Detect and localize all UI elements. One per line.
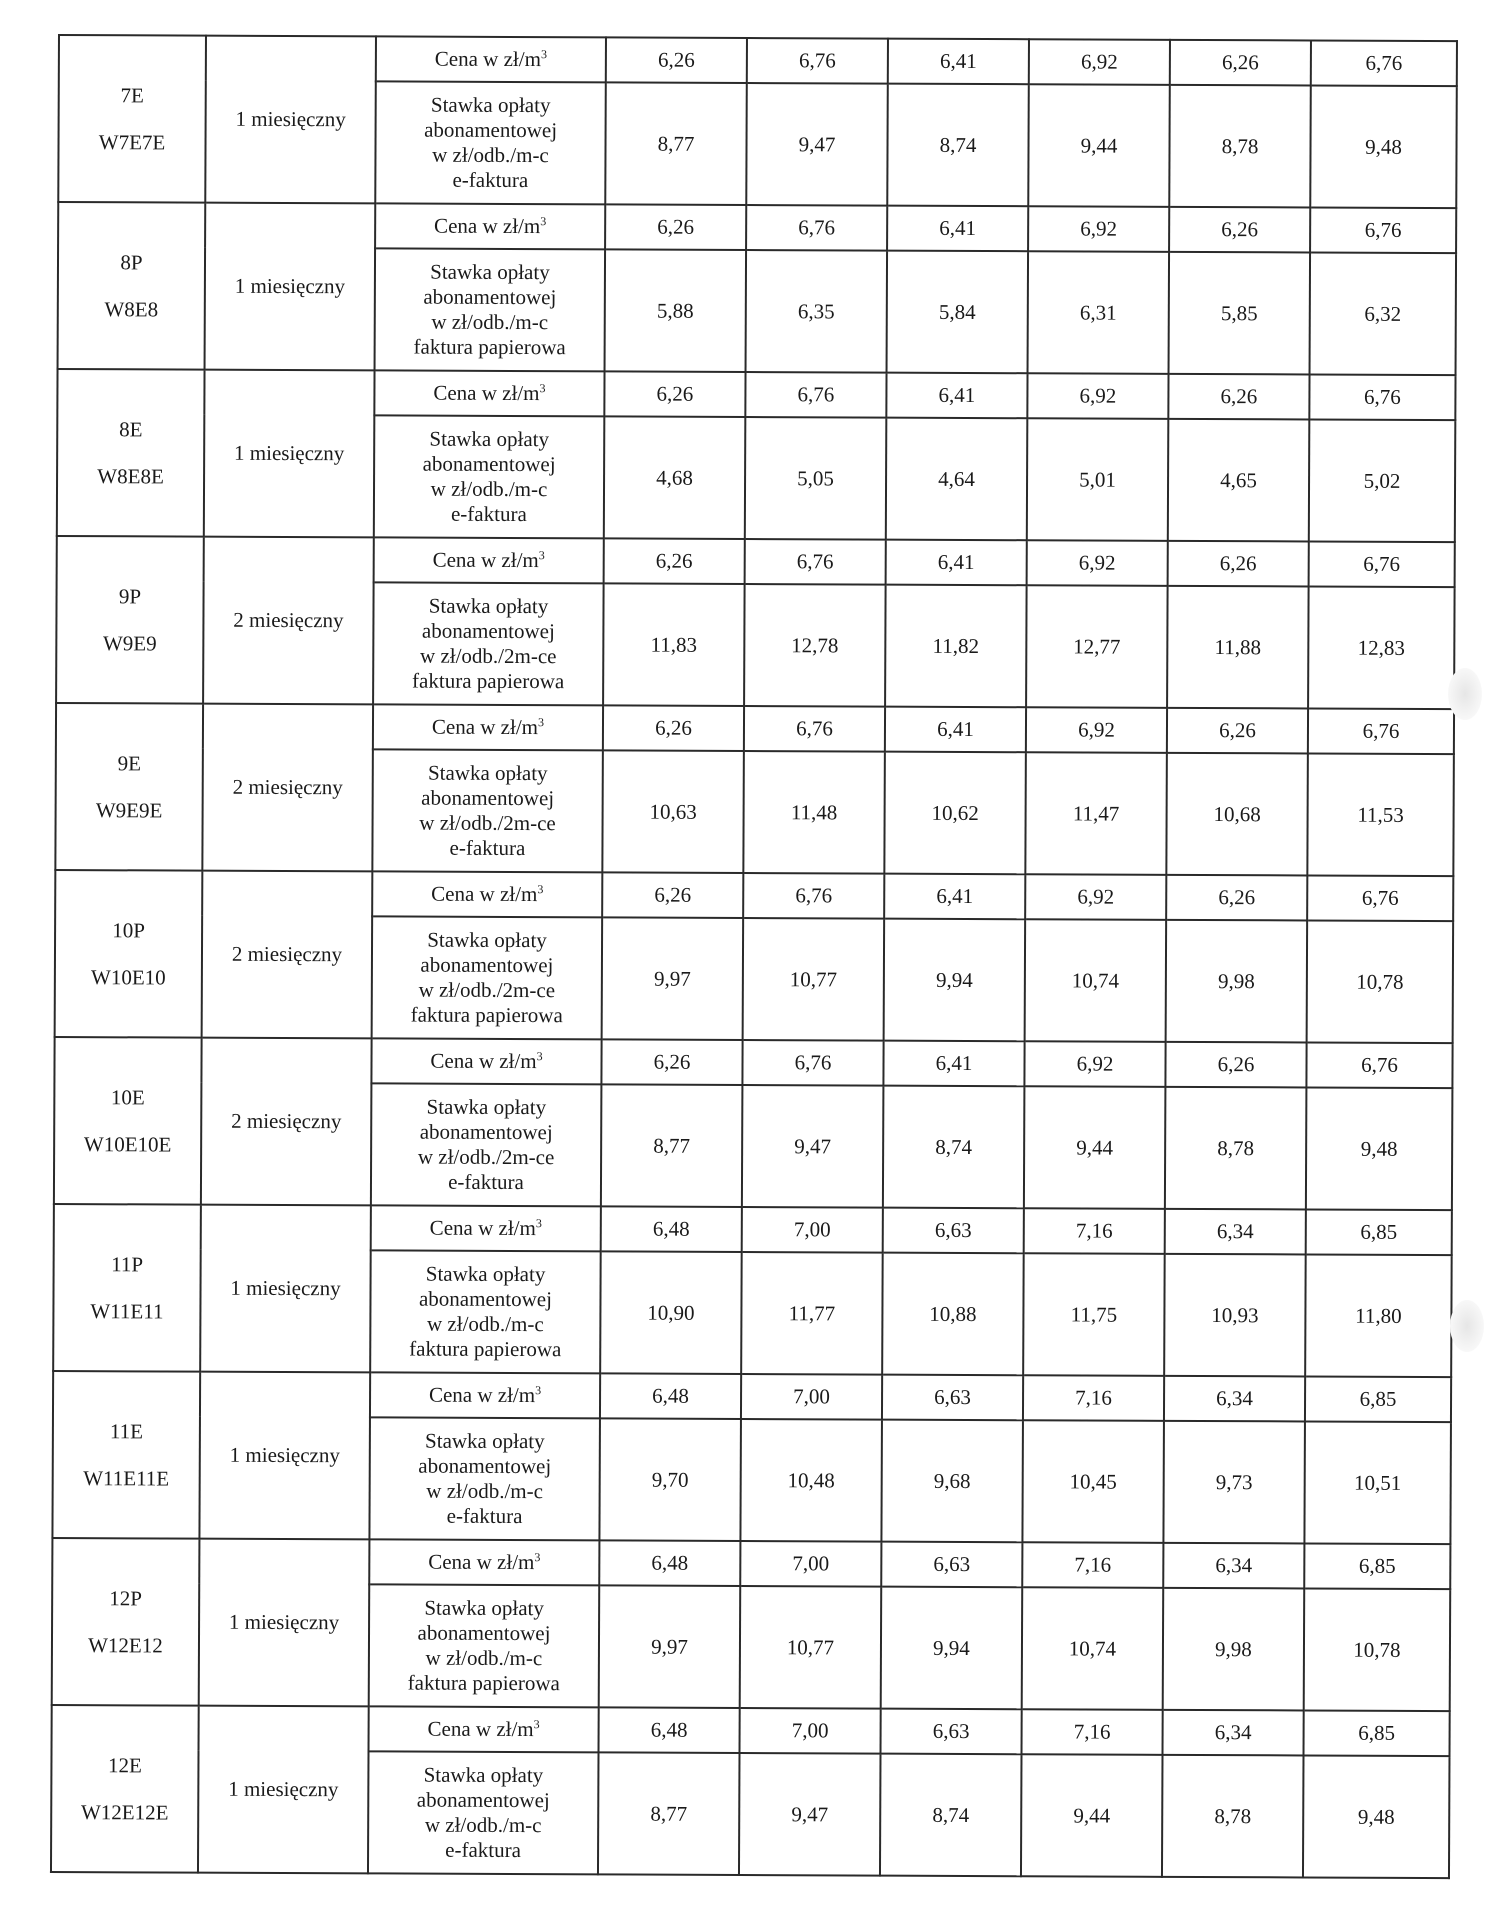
fee-label-cell	[369, 1417, 600, 1540]
tariff-group-code: 9P	[118, 583, 142, 608]
price-label-text: Cena w zł/m	[431, 714, 539, 740]
price-label-exponent: 3	[535, 1383, 542, 1398]
price-label-cell	[370, 1372, 600, 1418]
fee-label-line: faktura papierowa	[407, 1670, 560, 1696]
tariff-group-cell	[51, 1705, 199, 1873]
fee-value-cell: 9,44	[1024, 1086, 1166, 1209]
price-label-exponent: 3	[536, 1049, 543, 1064]
price-value-cell: 6,26	[602, 872, 743, 918]
fee-label-line: abonamentowej	[421, 785, 555, 811]
price-value-cell: 6,92	[1028, 206, 1169, 252]
fee-label-line: abonamentowej	[418, 1286, 553, 1312]
fee-value-cell: 10,74	[1025, 919, 1167, 1042]
price-label-text: Cena w zł/m	[432, 547, 539, 573]
fee-value-cell: 5,01	[1027, 418, 1169, 541]
fee-label-line: e-faktura	[446, 1503, 523, 1529]
fee-value-cell: 11,75	[1023, 1253, 1165, 1376]
billing-period-cell: 1 miesięczny	[205, 36, 376, 204]
price-row	[58, 202, 1456, 253]
document-page	[58, 34, 1456, 1873]
price-value-cell: 6,92	[1027, 373, 1168, 419]
fee-label-line: w zł/odb./m-c	[430, 476, 548, 502]
price-value-cell: 6,26	[1170, 40, 1311, 86]
price-value-cell: 6,85	[1305, 1376, 1451, 1422]
price-value-cell: 7,00	[740, 1708, 881, 1754]
price-value-cell: 6,26	[606, 37, 747, 83]
price-value-cell: 6,34	[1164, 1376, 1305, 1422]
fee-value-cell: 10,93	[1164, 1254, 1306, 1377]
price-row	[59, 35, 1457, 86]
price-value-cell: 6,76	[1311, 40, 1457, 86]
price-value-cell: 6,26	[1165, 1042, 1306, 1088]
fee-value-cell: 6,35	[746, 250, 888, 373]
price-value-cell: 6,76	[743, 873, 884, 919]
price-value-cell: 6,63	[881, 1709, 1022, 1755]
fee-value-cell: 9,47	[742, 1085, 884, 1208]
fee-value-cell: 8,77	[605, 82, 747, 205]
fee-label-line: e-faktura	[450, 501, 527, 527]
tariff-group-cell	[58, 35, 206, 203]
fee-label-line: abonamentowej	[420, 952, 554, 978]
fee-label-line: faktura papierowa	[412, 668, 565, 694]
fee-value-cell: 8,78	[1169, 85, 1311, 208]
billing-period-cell: 1 miesięczny	[204, 370, 375, 538]
fee-label-line: w zł/odb./2m-ce	[420, 643, 557, 669]
fee-label-line: Stawka opłaty	[428, 593, 549, 619]
billing-period-cell: 1 miesięczny	[199, 1372, 370, 1540]
tariff-group-symbol: W9E9E	[95, 797, 163, 822]
billing-period-cell: 2 miesięczny	[202, 871, 373, 1039]
fee-label-line: Stawka opłaty	[423, 1762, 544, 1788]
price-value-cell: 6,48	[601, 1206, 742, 1252]
tariff-group-code: 8E	[119, 416, 143, 441]
fee-label-line: abonamentowej	[417, 1620, 551, 1646]
fee-value-cell: 8,77	[601, 1084, 743, 1207]
fee-label-line: abonamentowej	[421, 618, 555, 644]
fee-value-cell: 4,64	[886, 418, 1028, 541]
fee-value-cell: 9,97	[602, 917, 744, 1040]
price-value-cell: 6,92	[1024, 1041, 1165, 1087]
fee-value-cell: 10,63	[602, 750, 744, 873]
price-value-cell: 6,85	[1306, 1209, 1452, 1255]
fee-value-cell: 5,85	[1169, 252, 1311, 375]
price-row	[54, 1037, 1452, 1088]
fee-value-cell: 11,80	[1305, 1254, 1452, 1377]
fee-label-line: abonamentowej	[422, 451, 556, 477]
fee-value-cell: 10,48	[740, 1419, 882, 1542]
fee-label-cell	[373, 582, 604, 705]
fee-label-cell	[375, 248, 606, 371]
price-label-cell	[369, 1539, 599, 1585]
price-label-text: Cena w zł/m	[434, 213, 541, 239]
fee-value-cell: 4,65	[1168, 419, 1310, 542]
tariff-group-symbol: W8E8E	[97, 463, 164, 488]
billing-period-cell: 2 miesięczny	[202, 704, 373, 872]
price-value-cell: 6,76	[1306, 1042, 1452, 1088]
fee-value-cell: 12,78	[744, 584, 886, 707]
fee-value-cell: 12,83	[1308, 586, 1455, 709]
scan-punch-hole-mark	[1450, 1300, 1484, 1352]
price-row	[54, 1204, 1452, 1255]
tariff-group-cell	[56, 536, 204, 704]
billing-period-cell: 2 miesięczny	[203, 537, 374, 705]
price-value-cell: 6,85	[1304, 1543, 1450, 1589]
price-label-cell	[374, 370, 604, 416]
fee-label-line: Stawka opłaty	[425, 1428, 545, 1454]
fee-value-cell: 10,78	[1307, 920, 1454, 1043]
price-value-cell: 6,76	[745, 539, 886, 585]
price-value-cell: 6,48	[599, 1540, 740, 1586]
tariff-group-cell	[55, 870, 203, 1038]
tariff-group-code: 11P	[111, 1251, 144, 1276]
fee-label-line: abonamentowej	[423, 284, 557, 310]
tariff-group-cell	[54, 1037, 202, 1205]
tariff-group-code: 10E	[110, 1084, 145, 1109]
fee-value-cell: 11,88	[1167, 586, 1309, 709]
tariff-group-symbol: W10E10E	[83, 1131, 172, 1157]
billing-period-cell: 1 miesięczny	[198, 1706, 369, 1874]
tariff-table	[50, 34, 1458, 1879]
price-row	[56, 703, 1454, 754]
tariff-group-symbol: W11E11E	[83, 1465, 170, 1490]
fee-label-line: e-faktura	[452, 167, 529, 193]
price-value-cell: 6,26	[1167, 708, 1308, 754]
price-value-cell: 7,16	[1022, 1709, 1163, 1755]
price-value-cell: 6,92	[1025, 874, 1166, 920]
price-value-cell: 6,76	[746, 205, 887, 251]
price-label-exponent: 3	[537, 882, 544, 897]
fee-value-cell: 11,82	[885, 585, 1027, 708]
price-value-cell: 6,63	[881, 1542, 1022, 1588]
tariff-group-code: 10P	[112, 917, 145, 942]
fee-label-line: faktura papierowa	[409, 1336, 562, 1362]
tariff-group-cell	[52, 1371, 200, 1539]
tariff-group-symbol: W8E8	[104, 296, 159, 321]
fee-value-cell: 5,05	[745, 417, 887, 540]
price-label-cell	[375, 203, 605, 249]
price-label-text: Cena w zł/m	[433, 380, 540, 406]
price-label-exponent: 3	[533, 1717, 540, 1732]
price-label-cell	[374, 537, 604, 583]
price-value-cell: 6,26	[603, 705, 744, 751]
fee-label-line: w zł/odb./m-c	[432, 142, 549, 168]
fee-label-line: w zł/odb./m-c	[431, 309, 549, 335]
fee-label-line: Stawka opłaty	[427, 927, 547, 953]
fee-label-cell	[372, 749, 603, 872]
price-value-cell: 6,41	[883, 1041, 1024, 1087]
price-value-cell: 6,76	[1308, 708, 1454, 754]
price-label-text: Cena w zł/m	[428, 1382, 536, 1408]
fee-value-cell: 9,48	[1306, 1087, 1453, 1210]
tariff-table-body	[51, 35, 1457, 1878]
fee-value-cell: 10,45	[1022, 1420, 1164, 1543]
billing-period-cell: 2 miesięczny	[201, 1038, 372, 1206]
fee-value-cell: 5,02	[1309, 419, 1456, 542]
price-value-cell: 6,26	[605, 204, 746, 250]
tariff-group-symbol: W10E10	[91, 964, 166, 989]
fee-value-cell: 8,78	[1165, 1087, 1307, 1210]
price-value-cell: 6,41	[887, 206, 1028, 252]
price-value-cell: 6,48	[600, 1373, 741, 1419]
price-label-exponent: 3	[538, 715, 545, 730]
fee-label-line: faktura papierowa	[410, 1002, 563, 1028]
price-value-cell: 7,16	[1023, 1375, 1164, 1421]
price-label-exponent: 3	[540, 47, 548, 62]
fee-label-line: Stawka opłaty	[427, 760, 548, 786]
fee-label-line: w zł/odb./m-c	[426, 1478, 544, 1504]
fee-label-line: e-faktura	[449, 835, 526, 861]
fee-value-cell: 5,84	[887, 251, 1029, 374]
price-value-cell: 6,41	[888, 39, 1029, 85]
fee-label-cell	[374, 415, 605, 538]
price-value-cell: 6,76	[1309, 374, 1455, 420]
tariff-group-cell	[58, 202, 206, 370]
tariff-group-code: 7E	[120, 82, 144, 107]
price-label-exponent: 3	[540, 214, 547, 229]
price-label-cell	[371, 1038, 601, 1084]
fee-value-cell: 10,74	[1022, 1587, 1164, 1710]
fee-value-cell: 10,77	[743, 918, 885, 1041]
price-row	[57, 369, 1455, 420]
price-value-cell: 6,63	[883, 1208, 1024, 1254]
price-value-cell: 7,00	[741, 1374, 882, 1420]
price-label-text: Cena w zł/m	[428, 1549, 535, 1575]
tariff-group-code: 9E	[117, 750, 142, 775]
fee-value-cell: 10,77	[740, 1586, 882, 1709]
fee-value-cell: 9,73	[1163, 1421, 1305, 1544]
fee-value-cell: 9,98	[1166, 920, 1308, 1043]
price-label-cell	[372, 871, 602, 917]
price-value-cell: 6,41	[886, 540, 1027, 586]
tariff-group-symbol: W12E12	[88, 1632, 163, 1657]
price-label-text: Cena w zł/m	[430, 1048, 537, 1074]
price-value-cell: 6,76	[742, 1040, 883, 1086]
fee-label-line: Stawka opłaty	[425, 1261, 546, 1287]
tariff-group-code: 8P	[120, 249, 143, 274]
price-value-cell: 6,92	[1026, 707, 1167, 753]
price-label-exponent: 3	[534, 1550, 541, 1565]
price-value-cell: 6,76	[747, 38, 888, 84]
fee-label-line: w zł/odb./2m-ce	[418, 977, 556, 1003]
tariff-group-cell	[52, 1538, 200, 1706]
price-label-cell	[376, 36, 606, 82]
fee-value-cell: 10,88	[882, 1253, 1024, 1376]
price-value-cell: 6,92	[1027, 540, 1168, 586]
price-value-cell: 6,85	[1304, 1710, 1450, 1756]
fee-label-line: faktura papierowa	[413, 334, 566, 360]
billing-period-cell: 1 miesięczny	[199, 1539, 370, 1707]
fee-value-cell: 5,88	[605, 249, 747, 372]
fee-value-cell: 4,68	[604, 416, 746, 539]
tariff-group-symbol: W9E9	[102, 630, 157, 655]
price-value-cell: 7,16	[1024, 1208, 1165, 1254]
price-label-cell	[369, 1706, 599, 1752]
price-value-cell: 6,41	[886, 373, 1027, 419]
price-value-cell: 6,26	[604, 538, 745, 584]
price-value-cell: 6,26	[1166, 875, 1307, 921]
price-value-cell: 6,26	[1168, 374, 1309, 420]
price-value-cell: 6,34	[1165, 1209, 1306, 1255]
fee-label-line: w zł/odb./m-c	[425, 1645, 543, 1671]
fee-value-cell: 8,74	[883, 1086, 1025, 1209]
price-label-exponent: 3	[535, 1216, 542, 1231]
price-value-cell: 6,26	[604, 371, 745, 417]
price-value-cell: 6,26	[1168, 541, 1309, 587]
fee-value-cell: 11,53	[1307, 753, 1454, 876]
price-value-cell: 6,76	[1309, 541, 1455, 587]
fee-label-line: Stawka opłaty	[430, 259, 550, 285]
price-value-cell: 6,41	[885, 707, 1026, 753]
price-label-text: Cena w zł/m	[427, 1716, 534, 1742]
tariff-group-symbol: W11E11	[90, 1298, 164, 1323]
fee-label-line: abonamentowej	[418, 1453, 552, 1479]
fee-value-cell: 9,47	[739, 1753, 881, 1876]
price-value-cell: 6,34	[1163, 1710, 1304, 1756]
fee-value-cell: 10,78	[1304, 1588, 1451, 1711]
price-value-cell: 6,26	[601, 1039, 742, 1085]
tariff-group-symbol: W7E7E	[98, 129, 166, 154]
fee-value-cell: 9,94	[884, 919, 1026, 1042]
price-value-cell: 6,76	[745, 372, 886, 418]
fee-value-cell: 11,77	[741, 1252, 883, 1375]
tariff-group-cell	[53, 1204, 201, 1372]
price-value-cell: 6,76	[1307, 875, 1453, 921]
fee-value-cell: 6,32	[1310, 252, 1457, 375]
fee-label-line: w zł/odb./2m-ce	[417, 1144, 555, 1170]
tariff-group-cell	[55, 703, 203, 871]
fee-label-line: Stawka opłaty	[430, 92, 551, 118]
fee-value-cell: 8,74	[880, 1754, 1022, 1877]
price-value-cell: 6,76	[1310, 207, 1456, 253]
price-value-cell: 6,34	[1163, 1543, 1304, 1589]
billing-period-cell: 1 miesięczny	[200, 1205, 371, 1373]
fee-label-line: e-faktura	[445, 1837, 522, 1863]
fee-value-cell: 9,94	[881, 1587, 1023, 1710]
fee-value-cell: 8,77	[598, 1752, 740, 1875]
scan-punch-hole-mark	[1448, 668, 1482, 720]
tariff-group-cell	[57, 369, 205, 537]
fee-value-cell: 9,44	[1021, 1754, 1163, 1877]
billing-period-cell: 1 miesięczny	[205, 203, 376, 371]
tariff-group-code: 12E	[107, 1752, 142, 1777]
price-value-cell: 6,41	[884, 874, 1025, 920]
fee-value-cell: 9,98	[1163, 1588, 1305, 1711]
fee-label-line: w zł/odb./2m-ce	[419, 810, 556, 836]
fee-label-cell	[371, 1083, 602, 1206]
fee-label-line: w zł/odb./m-c	[424, 1812, 542, 1838]
fee-value-cell: 9,48	[1310, 85, 1457, 208]
tariff-group-symbol: W12E12E	[80, 1799, 169, 1824]
fee-label-cell	[375, 81, 606, 204]
fee-value-cell: 8,78	[1162, 1755, 1304, 1878]
price-value-cell: 7,00	[742, 1207, 883, 1253]
price-label-cell	[371, 1205, 601, 1251]
price-value-cell: 6,48	[599, 1707, 740, 1753]
fee-value-cell: 8,74	[887, 84, 1029, 207]
fee-value-cell: 6,31	[1028, 251, 1170, 374]
price-row	[52, 1538, 1450, 1589]
fee-value-cell: 9,47	[746, 83, 888, 206]
fee-value-cell: 10,68	[1166, 753, 1308, 876]
fee-value-cell: 10,62	[884, 752, 1026, 875]
fee-label-cell	[369, 1584, 600, 1707]
fee-value-cell: 12,77	[1026, 585, 1168, 708]
price-label-cell	[373, 704, 603, 750]
fee-value-cell: 9,44	[1028, 84, 1170, 207]
fee-value-cell: 9,48	[1303, 1755, 1450, 1878]
fee-label-line: Stawka opłaty	[426, 1094, 547, 1120]
fee-label-line: abonamentowej	[424, 117, 558, 143]
fee-value-cell: 9,97	[599, 1585, 741, 1708]
fee-label-cell	[370, 1250, 601, 1373]
price-value-cell: 6,63	[882, 1375, 1023, 1421]
price-row	[53, 1371, 1451, 1422]
fee-label-cell	[368, 1751, 599, 1874]
tariff-group-code: 12P	[109, 1585, 143, 1610]
fee-label-line: e-faktura	[448, 1169, 524, 1195]
fee-label-line: Stawka opłaty	[429, 426, 550, 452]
fee-label-line: abonamentowej	[416, 1787, 550, 1813]
price-label-text: Cena w zł/m	[431, 881, 538, 907]
price-value-cell: 6,92	[1029, 39, 1170, 85]
price-value-cell: 7,16	[1022, 1542, 1163, 1588]
price-label-text: Cena w zł/m	[429, 1215, 536, 1241]
fee-value-cell: 10,90	[600, 1251, 742, 1374]
price-label-exponent: 3	[538, 548, 545, 563]
price-value-cell: 6,76	[744, 706, 885, 752]
fee-value-cell: 9,70	[599, 1418, 741, 1541]
fee-value-cell: 10,51	[1304, 1421, 1451, 1544]
fee-value-cell: 11,47	[1025, 752, 1167, 875]
fee-label-cell	[372, 916, 603, 1039]
fee-label-line: w zł/odb./m-c	[426, 1311, 544, 1337]
fee-value-cell: 11,48	[743, 751, 885, 874]
tariff-group-code: 11E	[109, 1418, 143, 1443]
price-label-text: Cena w zł/m	[434, 46, 542, 72]
fee-label-line: Stawka opłaty	[424, 1595, 544, 1621]
price-value-cell: 7,00	[740, 1541, 881, 1587]
price-row	[52, 1705, 1450, 1756]
fee-label-line: abonamentowej	[419, 1119, 553, 1145]
price-value-cell: 6,26	[1169, 207, 1310, 253]
price-row	[55, 870, 1453, 921]
fee-value-cell: 11,83	[603, 583, 745, 706]
price-row	[57, 536, 1455, 587]
price-label-exponent: 3	[539, 381, 546, 396]
fee-value-cell: 9,68	[881, 1420, 1023, 1543]
